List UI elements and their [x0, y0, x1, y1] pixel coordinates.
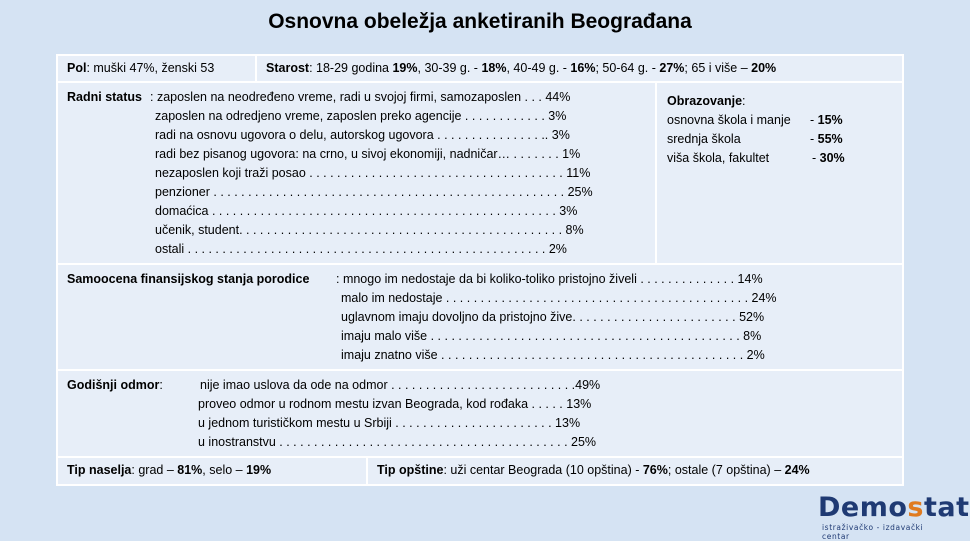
tip-opstine-t1: ; ostale (7 opština) – — [667, 463, 785, 477]
samoocena-item: : mnogo im nedostaje da bi koliko-toliko pristojno živeli . . . . . . . . . . . . . . 14% — [336, 272, 763, 286]
tip-opstine-t0: : uži centar Beograda (10 opština) - — [443, 463, 643, 477]
obrazovanje-item-name: osnovna škola i manje — [667, 113, 791, 127]
samoocena-item: uglavnom imaju dovoljno da pristojno žive. . . . . . . . . . . . . . . . . . . . . . . . 52% — [341, 310, 765, 324]
starost-v4: 20% — [751, 61, 777, 75]
samoocena-item: malo im nedostaje . . . . . . . . . . . . . . . . . . . . . . . . . . . . . . . . . . . . . . . . . . . . 24% — [341, 291, 777, 305]
tip-naselja-cell — [58, 458, 366, 484]
obrazovanje-sep: - — [812, 151, 820, 165]
logo-text-accent: s — [907, 492, 924, 523]
starost-v0: 19% — [392, 61, 418, 75]
odmor-item: nije imao uslova da ode na odmor . . . . . . . . . . . . . . . . . . . . . . . . . . .49% — [200, 378, 601, 392]
tip-naselja-label: Tip naselja — [67, 463, 132, 477]
obrazovanje-item-name: srednja škola — [667, 132, 741, 146]
odmor-colon: : — [159, 378, 163, 392]
pol-values: : muški 47%, ženski 53 — [86, 61, 215, 75]
samoocena-item: imaju znatno više . . . . . . . . . . . . . . . . . . . . . . . . . . . . . . . . . . . . . . . . . . . . 2% — [341, 348, 765, 362]
radni-status-cell — [58, 83, 655, 263]
starost-t4: ; 65 i više – — [684, 61, 752, 75]
pol-cell — [58, 56, 255, 81]
radni-status-item: nezaposlen koji traži posao . . . . . . . . . . . . . . . . . . . . . . . . . . . . . . . . . . . . . 11% — [155, 166, 591, 180]
demographics-table — [56, 54, 904, 486]
obrazovanje-sep: - — [810, 132, 818, 146]
radni-status-item: penzioner . . . . . . . . . . . . . . . . . . . . . . . . . . . . . . . . . . . . . . . . . . . . . . . . . . . 25% — [155, 185, 593, 199]
starost-cell — [257, 56, 902, 81]
radni-status-item: zaposlen na odredjeno vreme, zaposlen preko agencije . . . . . . . . . . . . 3% — [155, 109, 567, 123]
obrazovanje-colon: : — [742, 94, 746, 108]
starost-v1: 18% — [481, 61, 507, 75]
tip-naselja-t1: , selo – — [202, 463, 247, 477]
obrazovanje-item-name: viša škola, fakultet — [667, 151, 770, 165]
odmor-label: Godišnji odmor — [67, 378, 160, 392]
radni-status-item: ostali . . . . . . . . . . . . . . . . . . . . . . . . . . . . . . . . . . . . . . . . . . . . . . . . . . . . 2% — [155, 242, 567, 256]
tip-naselja-v1: 19% — [246, 463, 272, 477]
radni-status-item: : zaposlen na neodređeno vreme, radi u svojoj firmi, samozaposlen . . . 44% — [150, 90, 571, 104]
radni-status-item: radi na osnovu ugovora o delu, autorskog ugovora . . . . . . . . . . . . . . . .. 3% — [155, 128, 570, 142]
tip-naselja-t0: : grad – — [131, 463, 178, 477]
logo-text-a: Demo — [818, 492, 908, 523]
obrazovanje-pct: 55% — [817, 132, 843, 146]
starost-v2: 16% — [570, 61, 596, 75]
tip-opstine-v0: 76% — [642, 463, 668, 477]
tip-opstine-label: Tip opštine — [377, 463, 444, 477]
obrazovanje-item-value — [812, 149, 845, 168]
starost-t2: , 40-49 g. - — [506, 61, 571, 75]
obrazovanje-cell — [657, 83, 902, 263]
obrazovanje-item-value — [810, 130, 843, 149]
odmor-item: proveo odmor u rodnom mestu izvan Beograda, kod rođaka . . . . . 13% — [198, 397, 592, 411]
obrazovanje-pct: 30% — [819, 151, 845, 165]
obrazovanje-item-value — [810, 111, 843, 130]
odmor-item: u inostranstvu . . . . . . . . . . . . . . . . . . . . . . . . . . . . . . . . . . . . . . . . . . 25% — [198, 435, 597, 449]
logo-tagline: istraživačko - izdavački centar — [822, 523, 924, 541]
tip-naselja-v0: 81% — [177, 463, 203, 477]
samoocena-item: imaju malo više . . . . . . . . . . . . . . . . . . . . . . . . . . . . . . . . . . . . . . . . . . . . . 8% — [341, 329, 762, 343]
odmor-item: u jednom turističkom mestu u Srbiji . . . . . . . . . . . . . . . . . . . . . . . 13% — [198, 416, 581, 430]
starost-v3: 27% — [659, 61, 685, 75]
page-title: Osnovna obeležja anketiranih Beograđana — [268, 10, 692, 33]
obrazovanje-label: Obrazovanje — [667, 94, 743, 108]
samoocena-label: Samoocena finansijskog stanja porodice — [67, 272, 310, 286]
obrazovanje-sep: - — [810, 113, 818, 127]
radni-status-item: radi bez pisanog ugovora: na crno, u sivoj ekonomiji, nadničar… . . . . . . . 1% — [155, 147, 581, 161]
radni-status-item: domaćica . . . . . . . . . . . . . . . . . . . . . . . . . . . . . . . . . . . . . . . . . . . . . . . . . . 3% — [155, 204, 578, 218]
radni-status-label: Radni status — [67, 90, 143, 104]
obrazovanje-pct: 15% — [817, 113, 843, 127]
starost-t0: : 18-29 godina — [309, 61, 393, 75]
obrazovanje-item — [667, 111, 791, 130]
tip-opstine-cell — [368, 458, 902, 484]
starost-t1: , 30-39 g. - — [417, 61, 482, 75]
demostat-logo — [818, 492, 970, 541]
pol-label: Pol — [67, 61, 87, 75]
starost-t3: ; 50-64 g. - — [595, 61, 660, 75]
logo-text-c: tat — [924, 492, 970, 523]
tip-opstine-v1: 24% — [784, 463, 810, 477]
radni-status-item: učenik, student. . . . . . . . . . . . . . . . . . . . . . . . . . . . . . . . . . . . . . . . . . . . . . . 8% — [155, 223, 584, 237]
obrazovanje-item — [667, 130, 741, 149]
samoocena-cell — [58, 265, 902, 369]
odmor-cell — [58, 371, 902, 456]
obrazovanje-item — [667, 149, 769, 168]
starost-label: Starost — [266, 61, 310, 75]
